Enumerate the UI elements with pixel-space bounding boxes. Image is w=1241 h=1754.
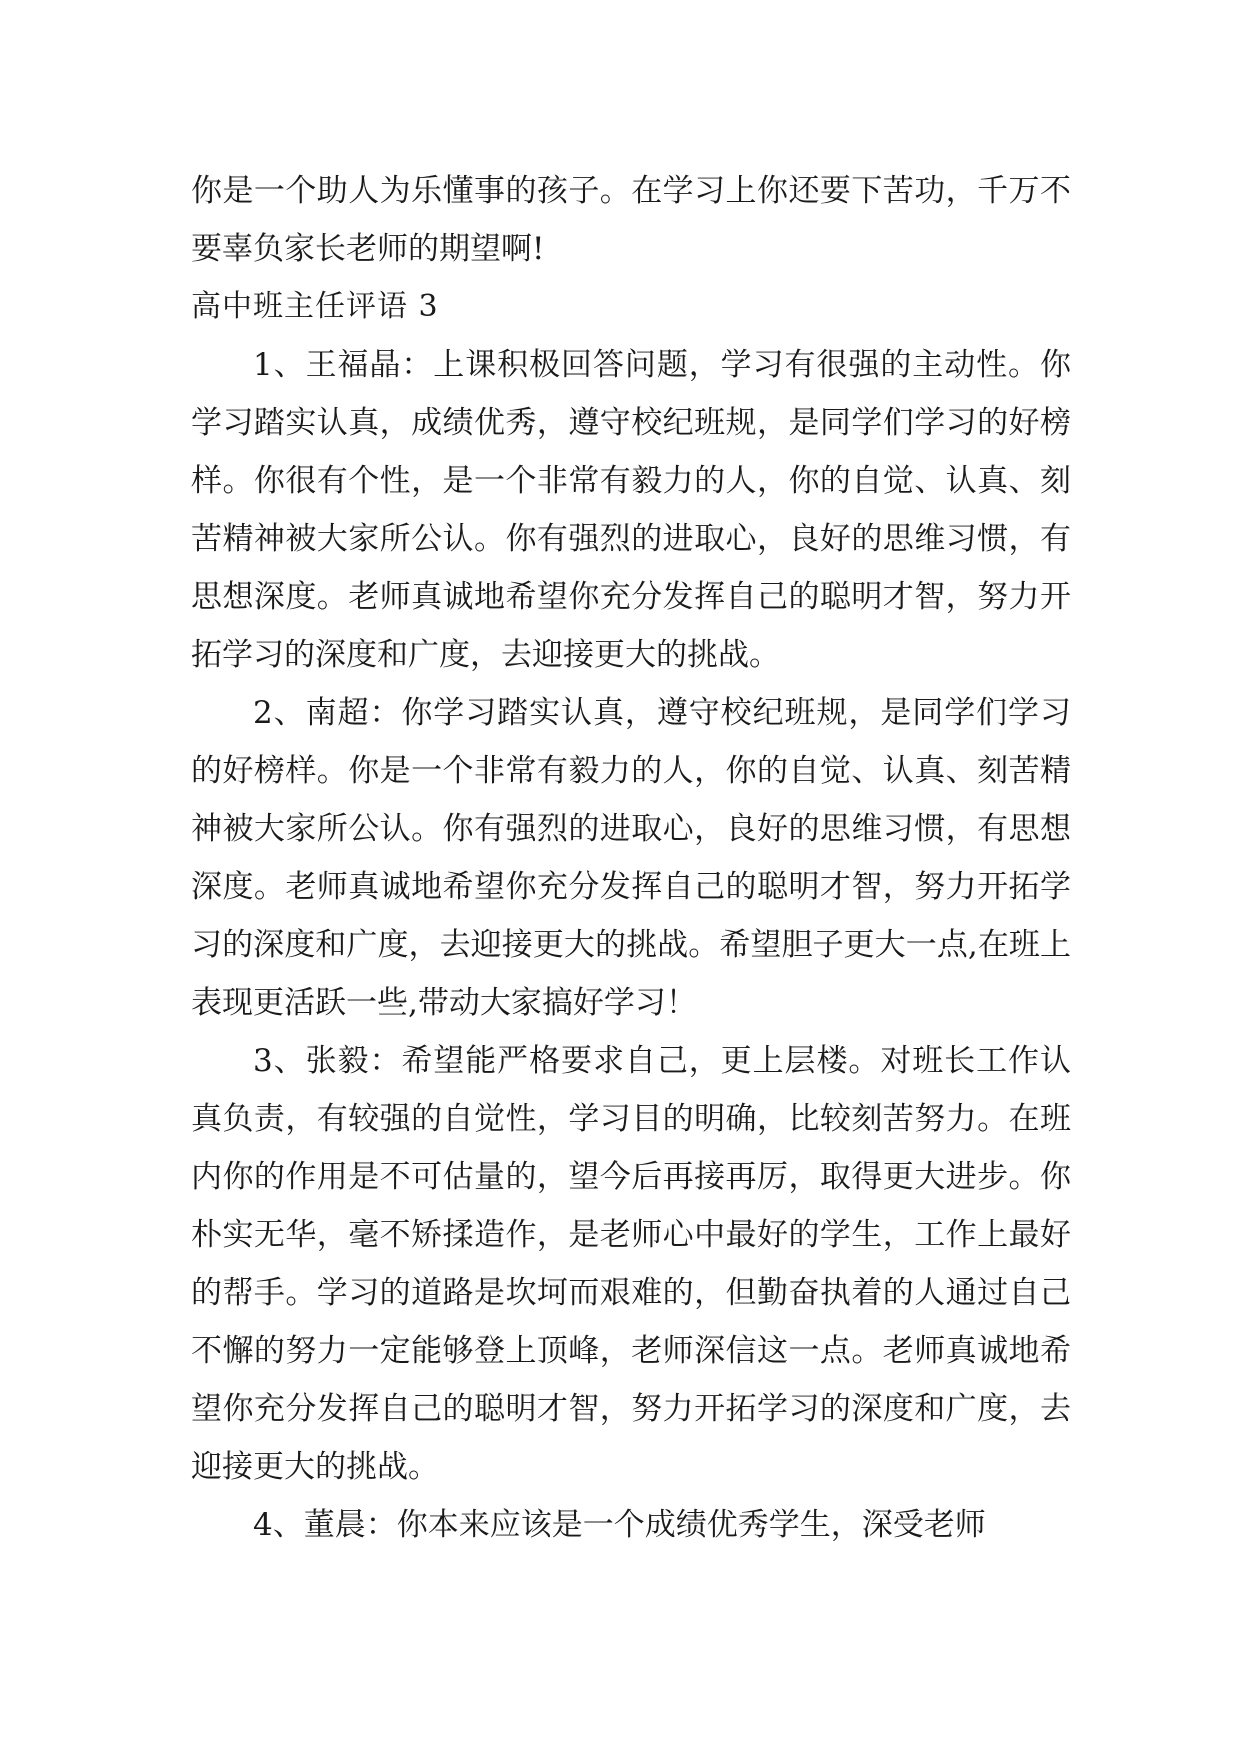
section-heading: 高中班主任评语 3 [191, 289, 439, 324]
document-body [191, 162, 1071, 1554]
continued-paragraph: 你是一个助人为乐懂事的孩子。在学习上你还要下苦功，千万不要辜负家长老师的期望啊! [191, 173, 1071, 267]
comment-paragraph-4: 4、董晨：你本来应该是一个成绩优秀学生，深受老师 [253, 1507, 986, 1543]
comment-paragraph-1: 1、王福晶：上课积极回答问题，学习有很强的主动性。你学习踏实认真，成绩优秀，遵守校纪班规，是同学们学习的好榜样。你很有个性，是一个非常有毅力的人，你的自觉、认真、刻苦精神被大家所公认。你有强烈的进取心，良好的思维习惯，有思想深度。老师真诚地希望你充分发挥自己的聪明才智，努力开拓学习的深度和广度，去迎接更大的挑战。 [191, 347, 1071, 673]
comment-paragraph-2: 2、南超：你学习踏实认真，遵守校纪班规，是同学们学习的好榜样。你是一个非常有毅力的人，你的自觉、认真、刻苦精神被大家所公认。你有强烈的进取心，良好的思维习惯，有思想深度。老师真诚地希望你充分发挥自己的聪明才智，努力开拓学习的深度和广度，去迎接更大的挑战。希望胆子更大一点,在班上表现更活跃一些,带动大家搞好学习！ [191, 695, 1071, 1021]
comment-paragraph-3: 3、张毅：希望能严格要求自己，更上层楼。对班长工作认真负责，有较强的自觉性，学习目的明确，比较刻苦努力。在班内你的作用是不可估量的，望今后再接再厉，取得更大进步。你朴实无华，毫不矫揉造作，是老师心中最好的学生，工作上最好的帮手。学习的道路是坎坷而艰难的，但勤奋执着的人通过自己不懈的努力一定能够登上顶峰，老师深信这一点。老师真诚地希望你充分发挥自己的聪明才智，努力开拓学习的深度和广度，去迎接更大的挑战。 [191, 1043, 1071, 1485]
